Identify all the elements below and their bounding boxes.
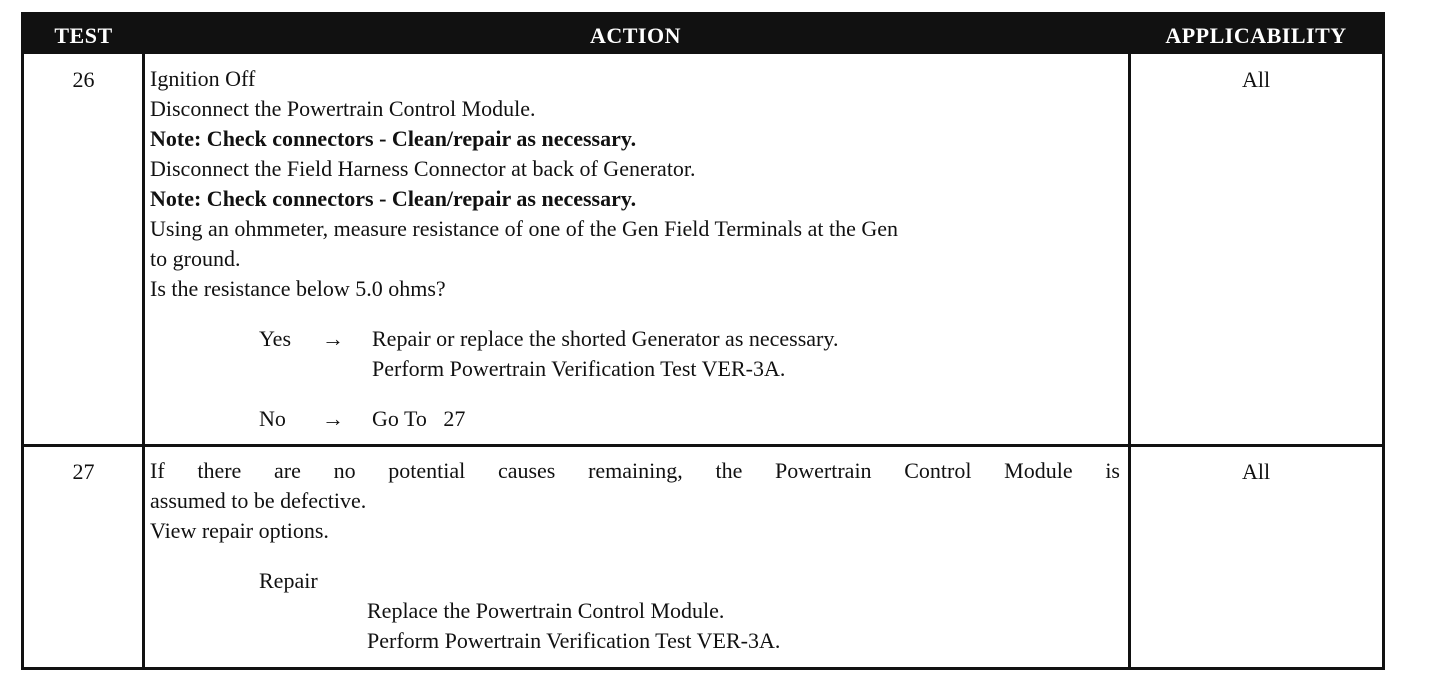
action-line: assumed to be defective. <box>150 488 367 513</box>
column-divider-right <box>1128 54 1131 670</box>
action-line: Disconnect the Field Harness Connector at back of Generator. <box>150 156 696 181</box>
action-line: If there are no potential causes remaining, the Powertrain Control Module is <box>150 458 1120 483</box>
repair-action: Replace the Powertrain Control Module. <box>367 598 725 623</box>
repair-action: Perform Powertrain Verification Test VER-3A. <box>367 628 781 653</box>
test-number-26: 26 <box>72 67 95 92</box>
action-line: View repair options. <box>150 518 329 543</box>
action-line: Using an ohmmeter, measure resistance of one of the Gen Field Terminals at the Gen <box>150 216 898 241</box>
row-divider <box>24 444 1382 447</box>
no-label: No <box>259 406 286 431</box>
action-line: Ignition Off <box>150 66 256 91</box>
column-divider-left <box>142 54 145 670</box>
applicability-26: All <box>1241 67 1271 92</box>
yes-action: Repair or replace the shorted Generator as necessary. <box>372 326 839 351</box>
header-applicability: APPLICABILITY <box>1165 23 1347 48</box>
no-arrow-icon: → <box>322 406 344 431</box>
header-test: TEST <box>54 23 113 48</box>
yes-action: Perform Powertrain Verification Test VER-3A. <box>372 356 786 381</box>
action-note: Note: Check connectors - Clean/repair as necessary. <box>150 186 637 211</box>
yes-arrow-icon: → <box>322 326 344 351</box>
yes-label: Yes <box>259 326 292 351</box>
applicability-27: All <box>1241 459 1271 484</box>
table-header <box>24 15 1382 54</box>
no-action: Go To 27 <box>372 406 466 431</box>
header-action: ACTION <box>589 23 681 48</box>
repair-label: Repair <box>259 568 318 593</box>
action-line: to ground. <box>150 246 241 271</box>
action-line: Disconnect the Powertrain Control Module. <box>150 96 536 121</box>
diagnostic-table <box>21 12 1385 670</box>
test-number-27: 27 <box>72 459 95 484</box>
action-question: Is the resistance below 5.0 ohms? <box>150 276 446 301</box>
action-note: Note: Check connectors - Clean/repair as necessary. <box>150 126 637 151</box>
